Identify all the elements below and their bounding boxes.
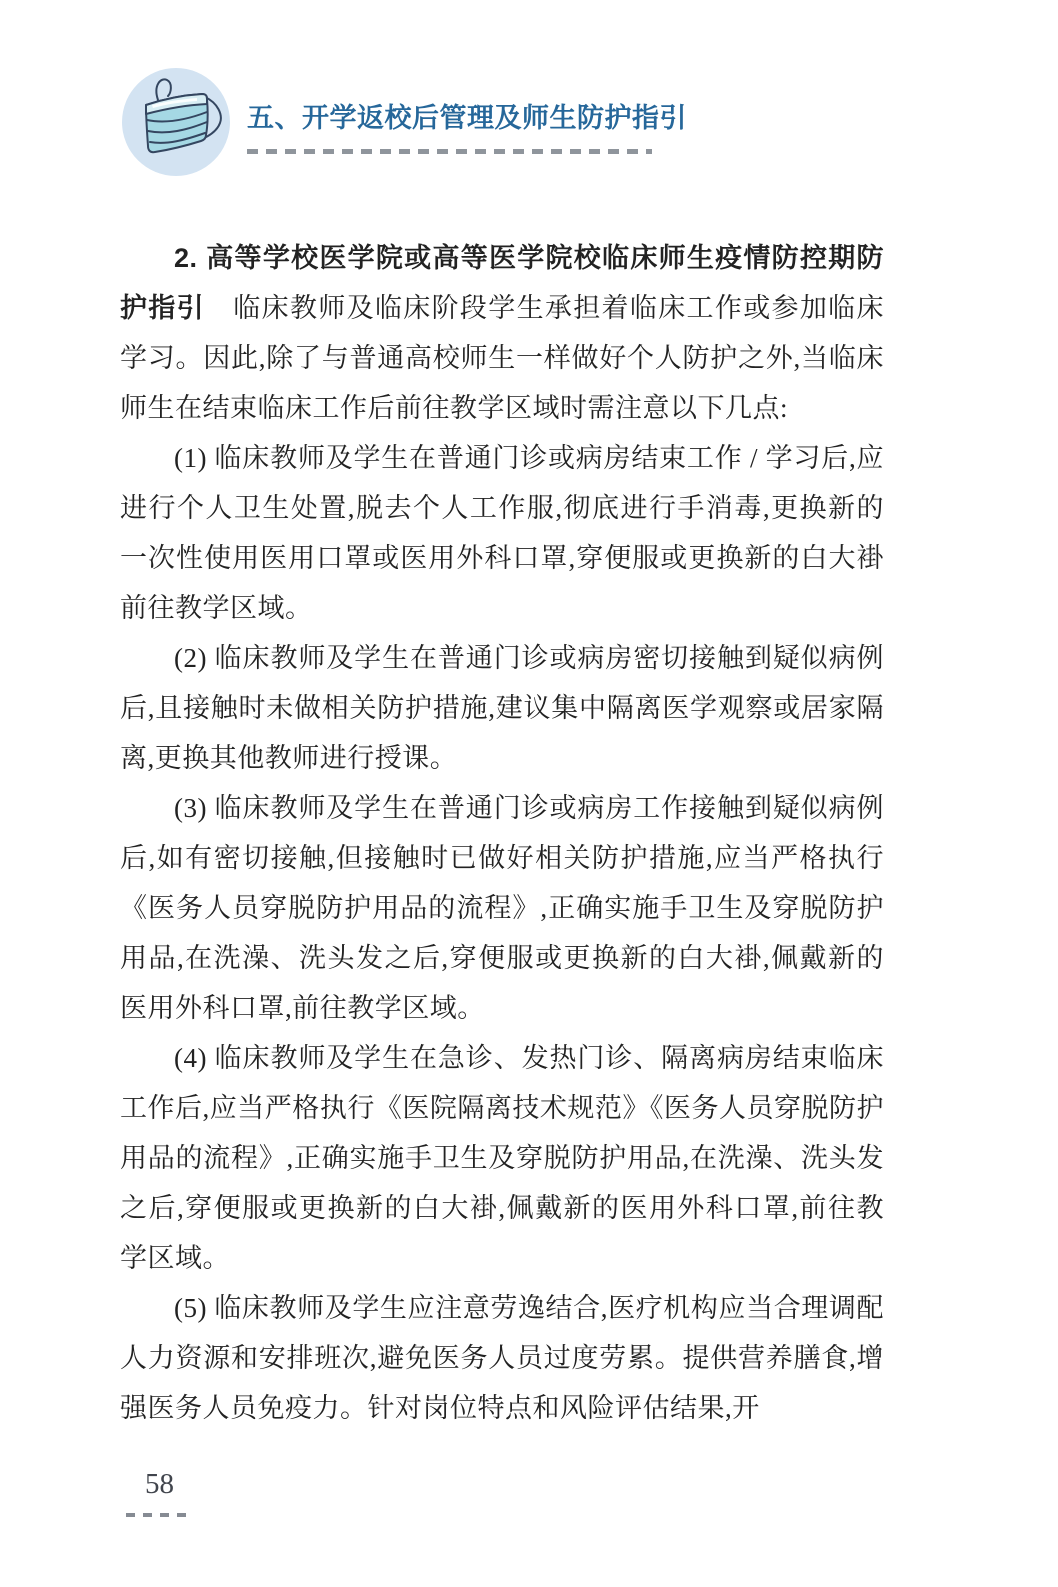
guideline-item-3: (3) 临床教师及学生在普通门诊或病房工作接触到疑似病例后,如有密切接触,但接触时已做好相关防护措施,应当严格执行《医务人员穿脱防护用品的流程》,正确实施手卫生及穿脱防护用品,在洗澡、洗头发之后,穿便服或更换新的白大褂,佩戴新的医用外科口罩,前往教学区域。 xyxy=(120,793,884,1023)
guideline-item-5: (5) 临床教师及学生应注意劳逸结合,医疗机构应当合理调配人力资源和安排班次,避免医务人员过度劳累。提供营养膳食,增强医务人员免疫力。针对岗位特点和风险评估结果,开 xyxy=(120,1293,884,1423)
section-paragraph xyxy=(120,233,884,433)
page-number: 58 xyxy=(145,1468,174,1500)
page-number-divider xyxy=(126,1513,190,1517)
section-intro: 临床教师及临床阶段学生承担着临床工作或参加临床学习。因此,除了与普通高校师生一样做好个人防护之外,当临床师生在结束临床工作后前往教学区域时需注意以下几点: xyxy=(120,293,885,423)
title-divider xyxy=(247,149,652,154)
guideline-item-2: (2) 临床教师及学生在普通门诊或病房密切接触到疑似病例后,且接触时未做相关防护措施,建议集中隔离医学观察或居家隔离,更换其他教师进行授课。 xyxy=(120,643,884,773)
guideline-item-1: (1) 临床教师及学生在普通门诊或病房结束工作 / 学习后,应进行个人卫生处置,脱去个人工作服,彻底进行手消毒,更换新的一次性使用医用口罩或医用外科口罩,穿便服或更换新的白大褂前往教学区域。 xyxy=(120,443,884,623)
face-mask-icon xyxy=(122,68,230,176)
body-text xyxy=(120,233,884,1433)
guideline-item-4: (4) 临床教师及学生在急诊、发热门诊、隔离病房结束临床工作后,应当严格执行《医院隔离技术规范》《医务人员穿脱防护用品的流程》,正确实施手卫生及穿脱防护用品,在洗澡、洗头发之后,穿便服或更换新的白大褂,佩戴新的医用外科口罩,前往教学区域。 xyxy=(120,1043,884,1273)
chapter-title: 五、开学返校后管理及师生防护指引 xyxy=(247,103,687,133)
section-heading: 2. 高等学校医学院或高等医学院校临床师生疫情防控期防护指引 xyxy=(120,243,884,323)
chapter-header xyxy=(247,100,687,154)
